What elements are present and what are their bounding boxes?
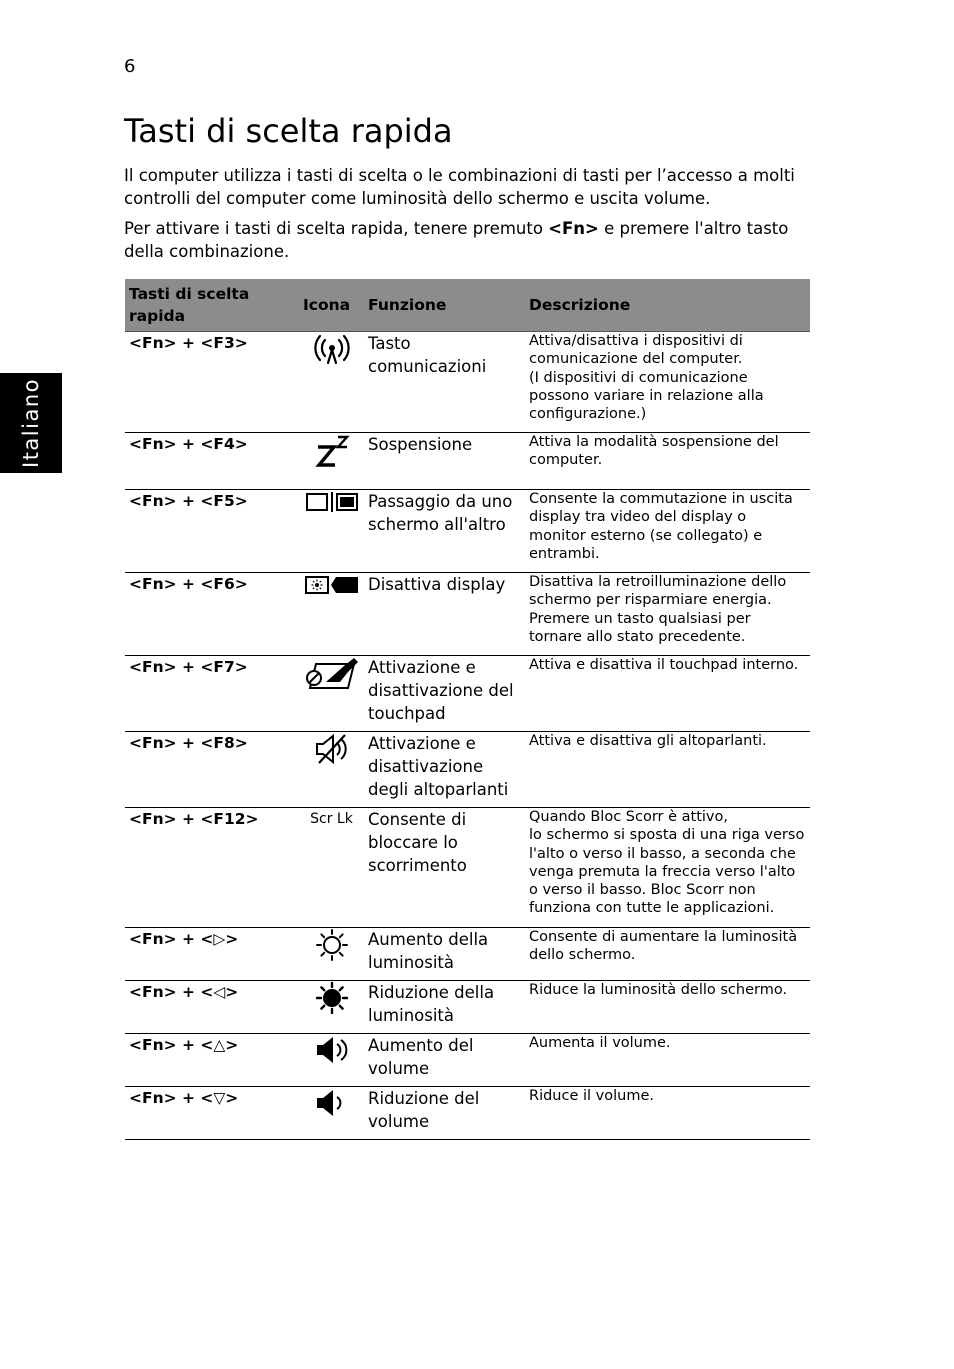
table-row: [125, 573, 810, 656]
hotkey-cell: <Fn> + <F6>: [125, 573, 299, 656]
description-cell: Riduce il volume.: [525, 1087, 810, 1140]
description-cell: Attiva e disattiva il touchpad interno.: [525, 656, 810, 732]
wireless-icon: [312, 332, 352, 366]
function-cell: Aumento del volume: [364, 1034, 525, 1087]
function-cell: Sospensione: [364, 433, 525, 490]
table-row: [125, 928, 810, 981]
hotkey-cell: <Fn> + <F8>: [125, 732, 299, 808]
function-cell: Aumento della luminosità: [364, 928, 525, 981]
display-toggle-icon: [305, 490, 359, 514]
icon-cell: [299, 490, 364, 573]
icon-cell: [299, 808, 364, 928]
icon-cell: [299, 332, 364, 433]
icon-cell: [299, 433, 364, 490]
icon-cell: [299, 573, 364, 656]
page-title: Tasti di scelta rapida: [124, 112, 453, 150]
scroll-lock-icon: Scr Lk: [310, 811, 353, 827]
sleep-icon: [314, 433, 350, 469]
table-row: [125, 656, 810, 732]
speaker-mute-icon: [313, 732, 351, 766]
header-key: Tasti di scelta rapida: [125, 279, 299, 332]
icon-cell: [299, 981, 364, 1034]
function-cell: Attivazione e disattivazione del touchpad: [364, 656, 525, 732]
function-cell: Attivazione e disattivazione degli altoparlanti: [364, 732, 525, 808]
table-row: [125, 1034, 810, 1087]
hotkey-cell: <Fn> + <F7>: [125, 656, 299, 732]
touchpad-toggle-icon: [304, 656, 360, 692]
table-row: [125, 490, 810, 573]
intro-2-post: e premere l'altro tasto della combinazione.: [124, 219, 789, 261]
function-cell: Riduzione del volume: [364, 1087, 525, 1140]
function-cell: Tasto comunicazioni: [364, 332, 525, 433]
intro-2-pre: Per attivare i tasti di scelta rapida, tenere premuto: [124, 219, 549, 238]
volume-down-icon: [314, 1087, 350, 1119]
hotkey-cell: <Fn> + <▷>: [125, 928, 299, 981]
table-row: [125, 1087, 810, 1140]
function-cell: Disattiva display: [364, 573, 525, 656]
brightness-down-icon: [315, 981, 349, 1015]
description-cell: Aumenta il volume.: [525, 1034, 810, 1087]
hotkey-cell: <Fn> + <F5>: [125, 490, 299, 573]
icon-cell: [299, 1087, 364, 1140]
display-off-icon: [304, 573, 360, 597]
table-row: [125, 732, 810, 808]
description-cell: Disattiva la retroilluminazione dello schermo per risparmiare energia. Premere un tasto qualsiasi per tornare allo stato precedente.: [525, 573, 810, 656]
icon-cell: [299, 928, 364, 981]
description-cell: Riduce la luminosità dello schermo.: [525, 981, 810, 1034]
hotkey-cell: <Fn> + <△>: [125, 1034, 299, 1087]
table-row: [125, 808, 810, 928]
hotkey-cell: <Fn> + <F4>: [125, 433, 299, 490]
volume-up-icon: [314, 1034, 350, 1066]
description-cell: Attiva e disattiva gli altoparlanti.: [525, 732, 810, 808]
language-side-tab: [0, 373, 62, 473]
hotkey-table: [125, 279, 810, 1140]
intro-2-key: <Fn>: [548, 219, 599, 238]
icon-cell: [299, 732, 364, 808]
function-cell: Riduzione della luminosità: [364, 981, 525, 1034]
table-row: [125, 981, 810, 1034]
description-cell: Attiva la modalità sospensione del computer.: [525, 433, 810, 490]
function-cell: Passaggio da uno schermo all'altro: [364, 490, 525, 573]
description-cell: Attiva/disattiva i dispositivi di comunicazione del computer. (I dispositivi di comunicazione possono variare in relazione alla configurazione.): [525, 332, 810, 433]
intro-paragraph-2: [124, 217, 814, 263]
header-description: Descrizione: [525, 279, 810, 332]
hotkey-cell: <Fn> + <▽>: [125, 1087, 299, 1140]
hotkey-cell: <Fn> + <F3>: [125, 332, 299, 433]
table-row: [125, 332, 810, 433]
header-function: Funzione: [364, 279, 525, 332]
intro-paragraph-1: Il computer utilizza i tasti di scelta o le combinazioni di tasti per l’accesso a molti controlli del computer come luminosità dello schermo e uscita volume.: [124, 166, 795, 208]
hotkey-cell: <Fn> + <◁>: [125, 981, 299, 1034]
icon-cell: [299, 1034, 364, 1087]
table-row: [125, 433, 810, 490]
table-header-row: [125, 279, 810, 332]
brightness-up-icon: [315, 928, 349, 962]
page-number: 6: [124, 56, 136, 77]
description-cell: Consente la commutazione in uscita display tra video del display o monitor esterno (se collegato) e entrambi.: [525, 490, 810, 573]
side-tab-label: Italiano: [19, 378, 43, 468]
header-icon: Icona: [299, 279, 364, 332]
description-cell: Quando Bloc Scorr è attivo, lo schermo si sposta di una riga verso l'alto o verso il basso, a seconda che venga premuta la freccia verso l'alto o verso il basso. Bloc Scorr non funziona con tutte le applicazioni.: [525, 808, 810, 928]
description-cell: Consente di aumentare la luminosità dello schermo.: [525, 928, 810, 981]
function-cell: Consente di bloccare lo scorrimento: [364, 808, 525, 928]
icon-cell: [299, 656, 364, 732]
hotkey-cell: <Fn> + <F12>: [125, 808, 299, 928]
